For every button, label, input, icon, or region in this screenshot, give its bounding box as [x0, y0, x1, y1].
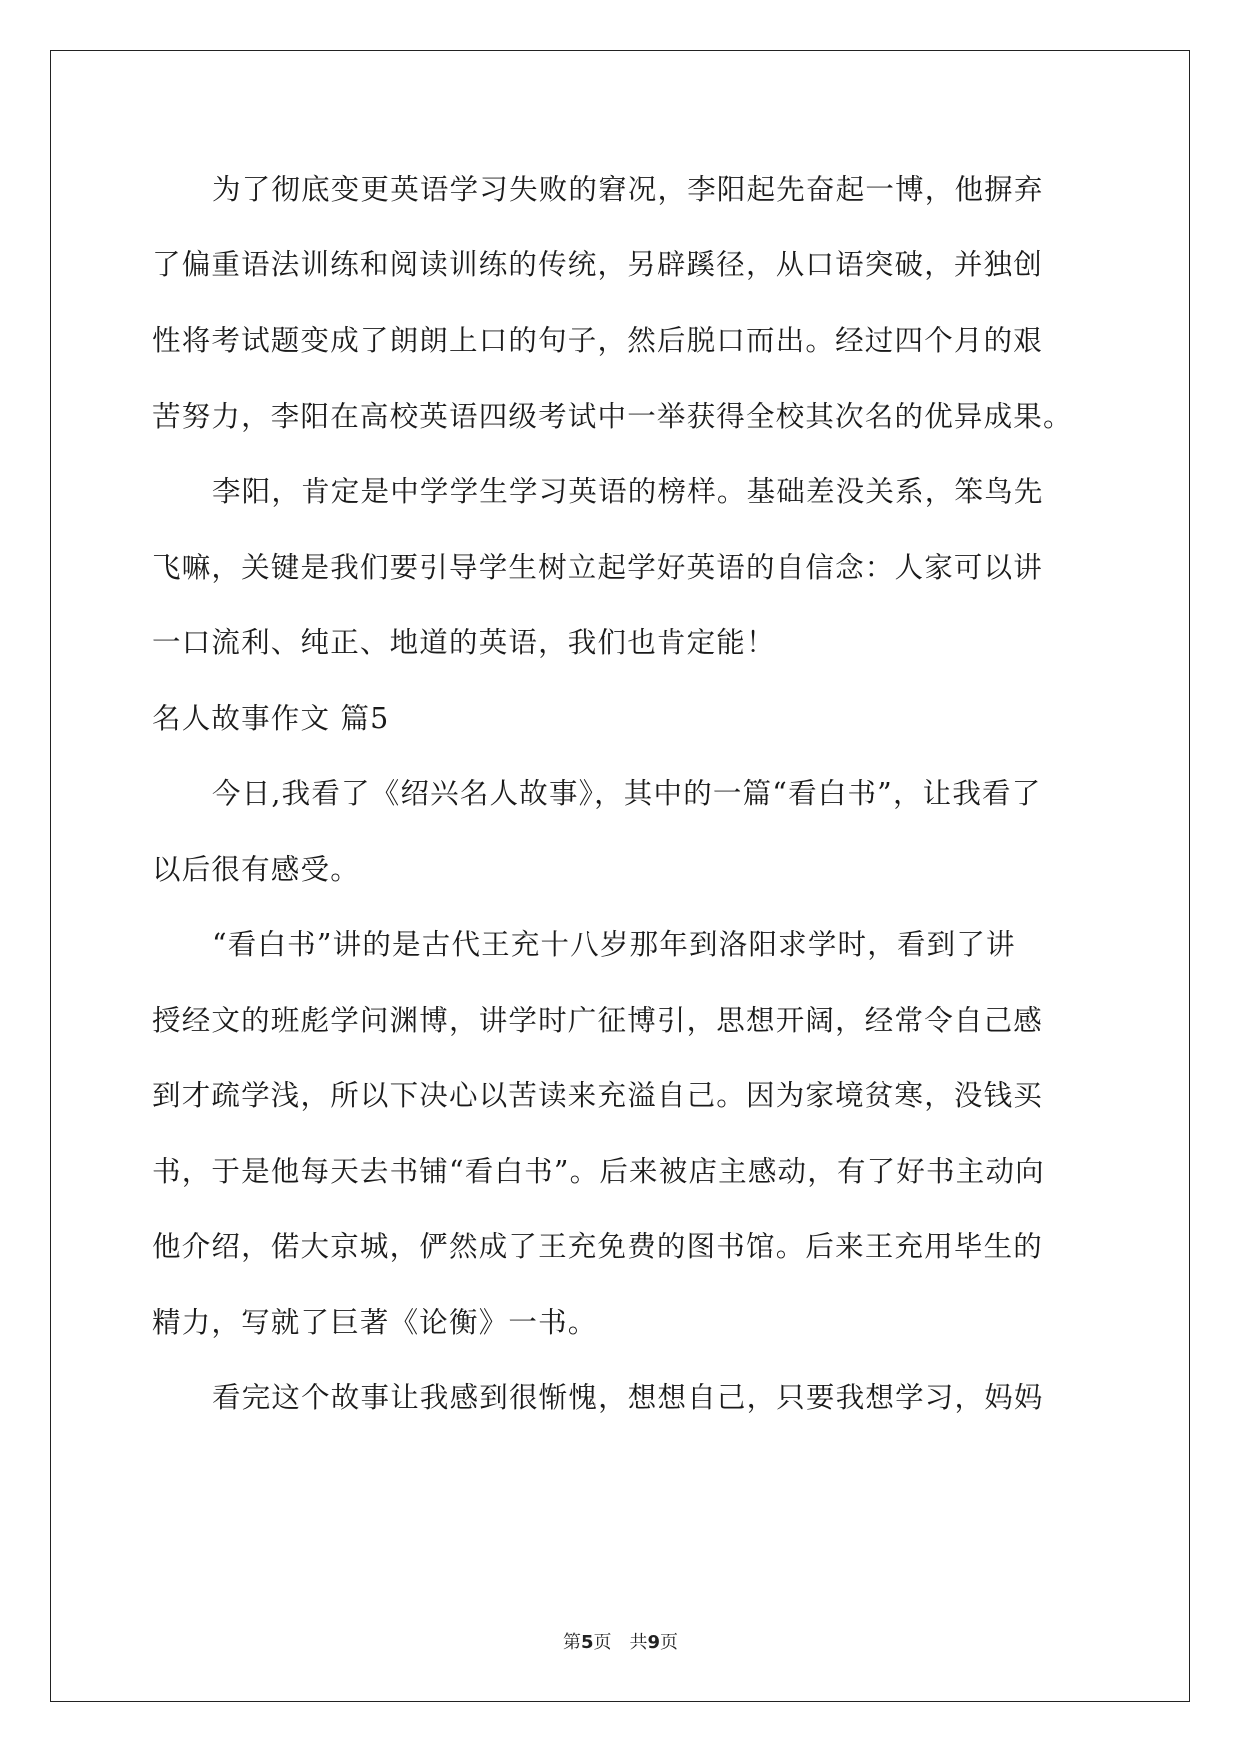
- paragraph-line: 一口流利、纯正、地道的英语，我们也肯定能！: [152, 626, 776, 659]
- paragraph-line: 李阳，肯定是中学学生学习英语的榜样。基础差没关系，笨鸟先: [212, 475, 1044, 508]
- paragraph-line: 精力，写就了巨著《论衡》一书。: [152, 1306, 598, 1339]
- page-footer: [0, 1631, 1241, 1655]
- paragraph-line: 书，于是他每天去书铺“看白书”。后来被店主感动，有了好书主动向: [152, 1155, 1045, 1188]
- paragraph-line: 飞嘛，关键是我们要引导学生树立起学好英语的自信念：人家可以讲: [152, 551, 1044, 584]
- footer-suffix: 页: [660, 1632, 679, 1653]
- paragraph-line: 了偏重语法训练和阅读训练的传统，另辟蹊径，从口语突破，并独创: [152, 248, 1044, 281]
- paragraph-line: 今日,我看了《绍兴名人故事》，其中的一篇“看白书”，让我看了: [212, 777, 1042, 810]
- current-page-number: 5: [580, 1632, 594, 1653]
- paragraph-line: “看白书”讲的是古代王充十八岁那年到洛阳求学时，看到了讲: [212, 928, 1016, 961]
- paragraph-line: 性将考试题变成了朗朗上口的句子，然后脱口而出。经过四个月的艰: [152, 324, 1044, 357]
- paragraph-line: 到才疏学浅，所以下决心以苦读来充溢自己。因为家境贫寒，没钱买: [152, 1079, 1044, 1112]
- paragraph-line: 他介绍，偌大京城，俨然成了王充免费的图书馆。后来王充用毕生的: [152, 1230, 1044, 1263]
- paragraph-line: 授经文的班彪学问渊博，讲学时广征博引，思想开阔，经常令自己感: [152, 1004, 1044, 1037]
- total-page-number: 9: [647, 1632, 661, 1653]
- footer-prefix: 第: [562, 1632, 581, 1653]
- paragraph-line: 看完这个故事让我感到很惭愧，想想自己，只要我想学习，妈妈: [212, 1381, 1044, 1414]
- paragraph-line: 苦努力，李阳在高校英语四级考试中一举获得全校其次名的优异成果。: [152, 400, 1073, 433]
- paragraph-line: 为了彻底变更英语学习失败的窘况，李阳起先奋起一博，他摒弃: [212, 173, 1044, 206]
- paragraph-line: 以后很有感受。: [152, 853, 360, 886]
- footer-middle: 页 共: [593, 1632, 648, 1653]
- section-heading: 名人故事作文 篇5: [152, 702, 390, 735]
